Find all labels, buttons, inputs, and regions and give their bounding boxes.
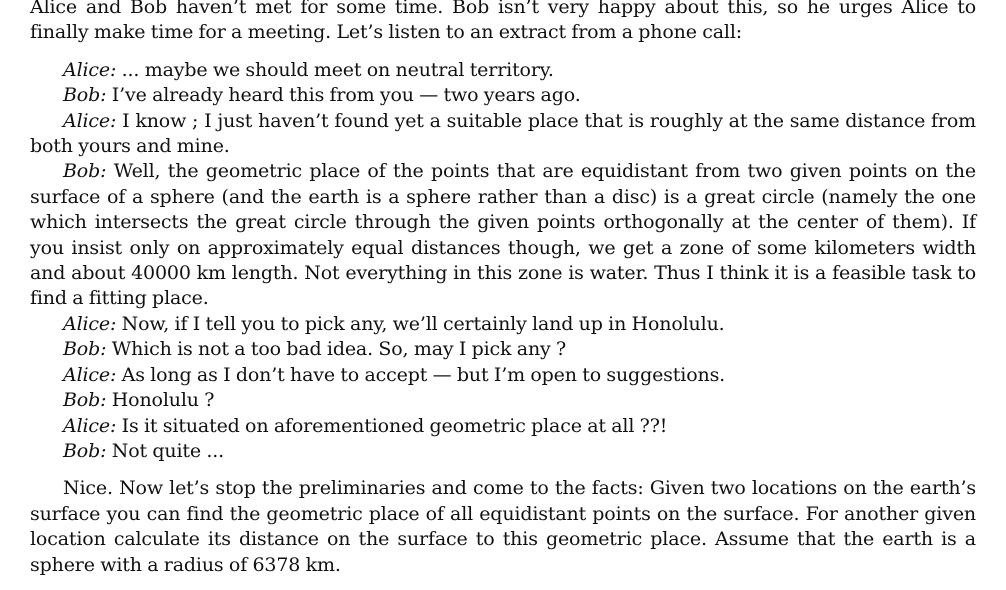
dialogue-line <box>30 337 976 362</box>
dialogue-text: As long as I don’t have to accept — but I’m open to suggestions. <box>116 363 726 386</box>
speaker-name: Bob: <box>63 439 107 462</box>
dialogue-text: Is it situated on aforementioned geometric place at all ??! <box>116 414 668 437</box>
dialogue-text: Now, if I tell you to pick any, we’ll certainly land up in Honolulu. <box>116 312 725 335</box>
dialogue-line <box>30 388 976 413</box>
dialogue-line <box>30 414 976 439</box>
dialogue-text: I know ; I just haven’t found yet a suitable place that is roughly at the same distance from both yours and mine. <box>30 109 976 158</box>
speaker-name: Alice: <box>63 312 117 335</box>
problem-text <box>30 0 976 578</box>
task-paragraph: Nice. Now let’s stop the preliminaries and come to the facts: Given two locations on the earth’s surface you can find the geometric place of all equidistant points on the surface. For another given location calculate its distance on the surface to this geometric place. Assume that the earth is a sphere with a radius of 6378 km. <box>30 477 976 576</box>
dialogue-text: Well, the geometric place of the points that are equidistant from two given points on the surface of a sphere (and the earth is a sphere rather than a disc) is a great circle (namely the one which intersects the great circle through the given points orthogonally at the center of them). If you insist only on approximately equal distances though, we get a zone of some kilometers width and about 40000 km length. Not everything in this zone is water. Thus I think it is a feasible task to find a fitting place. <box>30 160 976 310</box>
dialogue-line <box>30 83 976 108</box>
speaker-name: Alice: <box>63 58 117 81</box>
intro-paragraph: Alice and Bob haven’t met for some time. Bob isn’t very happy about this, so he urges Alice to finally make time for a meeting. Let’s listen to an extract from a phone call: <box>30 0 976 44</box>
dialogue-text: Not quite ... <box>106 439 225 462</box>
speaker-name: Bob: <box>63 160 107 183</box>
speaker-name: Bob: <box>63 338 107 361</box>
speaker-name: Alice: <box>63 109 117 132</box>
dialogue <box>30 58 976 465</box>
dialogue-line <box>30 159 976 311</box>
dialogue-line <box>30 439 976 464</box>
dialogue-line <box>30 312 976 337</box>
dialogue-line <box>30 109 976 160</box>
dialogue-text: I’ve already heard this from you — two years ago. <box>106 84 581 107</box>
speaker-name: Bob: <box>63 389 107 412</box>
speaker-name: Alice: <box>63 363 117 386</box>
speaker-name: Alice: <box>63 414 117 437</box>
dialogue-text: ... maybe we should meet on neutral territory. <box>116 58 554 81</box>
dialogue-text: Honolulu ? <box>106 389 215 412</box>
dialogue-text: Which is not a too bad idea. So, may I pick any ? <box>106 338 567 361</box>
dialogue-line <box>30 58 976 83</box>
dialogue-line <box>30 363 976 388</box>
speaker-name: Bob: <box>63 84 107 107</box>
